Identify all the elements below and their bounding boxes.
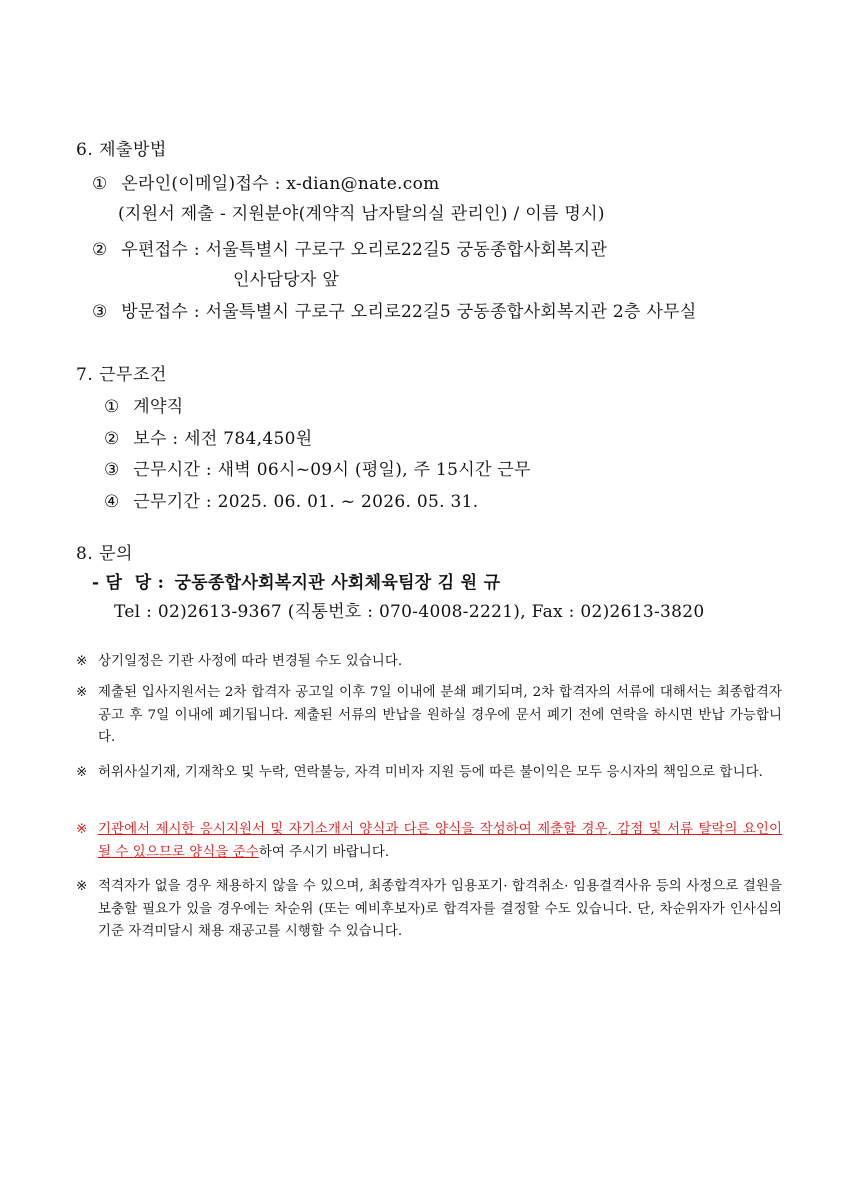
submission-mail — [92, 242, 607, 259]
condition-contract — [104, 399, 183, 416]
note-mark: ※ — [76, 765, 88, 780]
contact-person — [92, 575, 500, 592]
note-text: 제출된 입사지원서는 2차 합격자 공고일 이후 7일 이내에 분쇄 폐기되며, 2차 합격자의 서류에 대해서는 최종합격자 공고 후 7일 이내에 폐기됩니다. 제출된 서류의 반납을 원하실 경우에 문서 폐기 전에 연락을 하시면 반납 가능합니다. — [98, 685, 782, 745]
item-marker: ① — [92, 174, 108, 194]
note-schedule — [76, 651, 782, 674]
note-form-warning — [76, 819, 782, 864]
contact-name: 궁동종합사회복지관 사회체육팀장 김 원 규 — [174, 573, 501, 593]
submission-online-detail: (지원서 제출 - 지원분야(계약직 남자탈의실 관리인) / 이름 명시) — [118, 204, 605, 224]
note-text: 적격자가 없을 경우 채용하지 않을 수 있으며, 최종합격자가 임용포기· 합격취소· 임용결격사유 등의 사정으로 결원을 보충할 필요가 있을 경우에는 차순위 (또는 예비후보자)로 합격자를 결정할 수도 있습니다. 단, 차순위자가 인사심의 기준 자격미달시 채용 재공고를 시행할 수 있습니다. — [98, 879, 782, 939]
item-marker: ① — [104, 397, 120, 417]
note-text: 상기일정은 기관 사정에 따라 변경될 수도 있습니다. — [98, 654, 403, 669]
item-text: 근무기간 : 2025. 06. 01. ~ 2026. 05. 31. — [133, 492, 479, 512]
submission-visit — [92, 304, 697, 321]
note-mark: ※ — [76, 879, 88, 894]
note-warning-highlight: 기관에서 제시한 응시지원서 및 자기소개서 양식과 다른 양식을 작성하여 제출할 경우, 감점 및 서류 탈락의 요인이 될 수 있으므로 양식을 준수 — [98, 822, 782, 860]
contact-phone-fax: Tel : 02)2613-9367 (직통번호 : 070-4008-2221), Fax : 02)2613-3820 — [114, 602, 705, 622]
condition-pay — [104, 431, 312, 448]
submission-online — [92, 176, 440, 193]
item-marker: ③ — [92, 302, 108, 322]
submission-mail-recipient: 인사담당자 앞 — [233, 270, 340, 290]
note-mark: ※ — [76, 822, 88, 837]
item-text: 온라인(이메일)접수 : x-dian@nate.com — [121, 174, 440, 194]
item-text: 근무시간 : 새벽 06시~09시 (평일), 주 15시간 근무 — [133, 460, 531, 480]
note-false-information — [76, 762, 782, 785]
note-text — [98, 819, 782, 864]
section-6-title: 6. 제출방법 — [76, 140, 167, 160]
condition-hours — [104, 462, 531, 479]
note-mark: ※ — [76, 654, 88, 669]
condition-period — [104, 494, 478, 511]
item-text: 계약직 — [133, 397, 184, 417]
note-text: 허위사실기재, 기재착오 및 누락, 연락불능, 자격 미비자 지원 등에 따른 불이익은 모두 응시자의 책임으로 합니다. — [98, 765, 764, 780]
note-document-disposal — [76, 682, 782, 750]
note-warning-rest: 하여 주시기 바랍니다. — [258, 844, 390, 860]
section-8-title: 8. 문의 — [76, 544, 133, 564]
note-mark: ※ — [76, 685, 88, 700]
item-marker: ② — [92, 240, 108, 260]
item-text: 우편접수 : 서울특별시 구로구 오리로22길5 궁동종합사회복지관 — [121, 240, 608, 260]
section-7-title: 7. 근무조건 — [76, 365, 167, 385]
note-reserve-candidate — [76, 876, 782, 944]
item-text: 보수 : 세전 784,450원 — [133, 429, 313, 449]
item-marker: ④ — [104, 492, 120, 512]
item-marker: ③ — [104, 460, 120, 480]
contact-label: - 담 당 : — [92, 573, 165, 593]
item-marker: ② — [104, 429, 120, 449]
item-text: 방문접수 : 서울특별시 구로구 오리로22길5 궁동종합사회복지관 2층 사무실 — [121, 302, 697, 322]
